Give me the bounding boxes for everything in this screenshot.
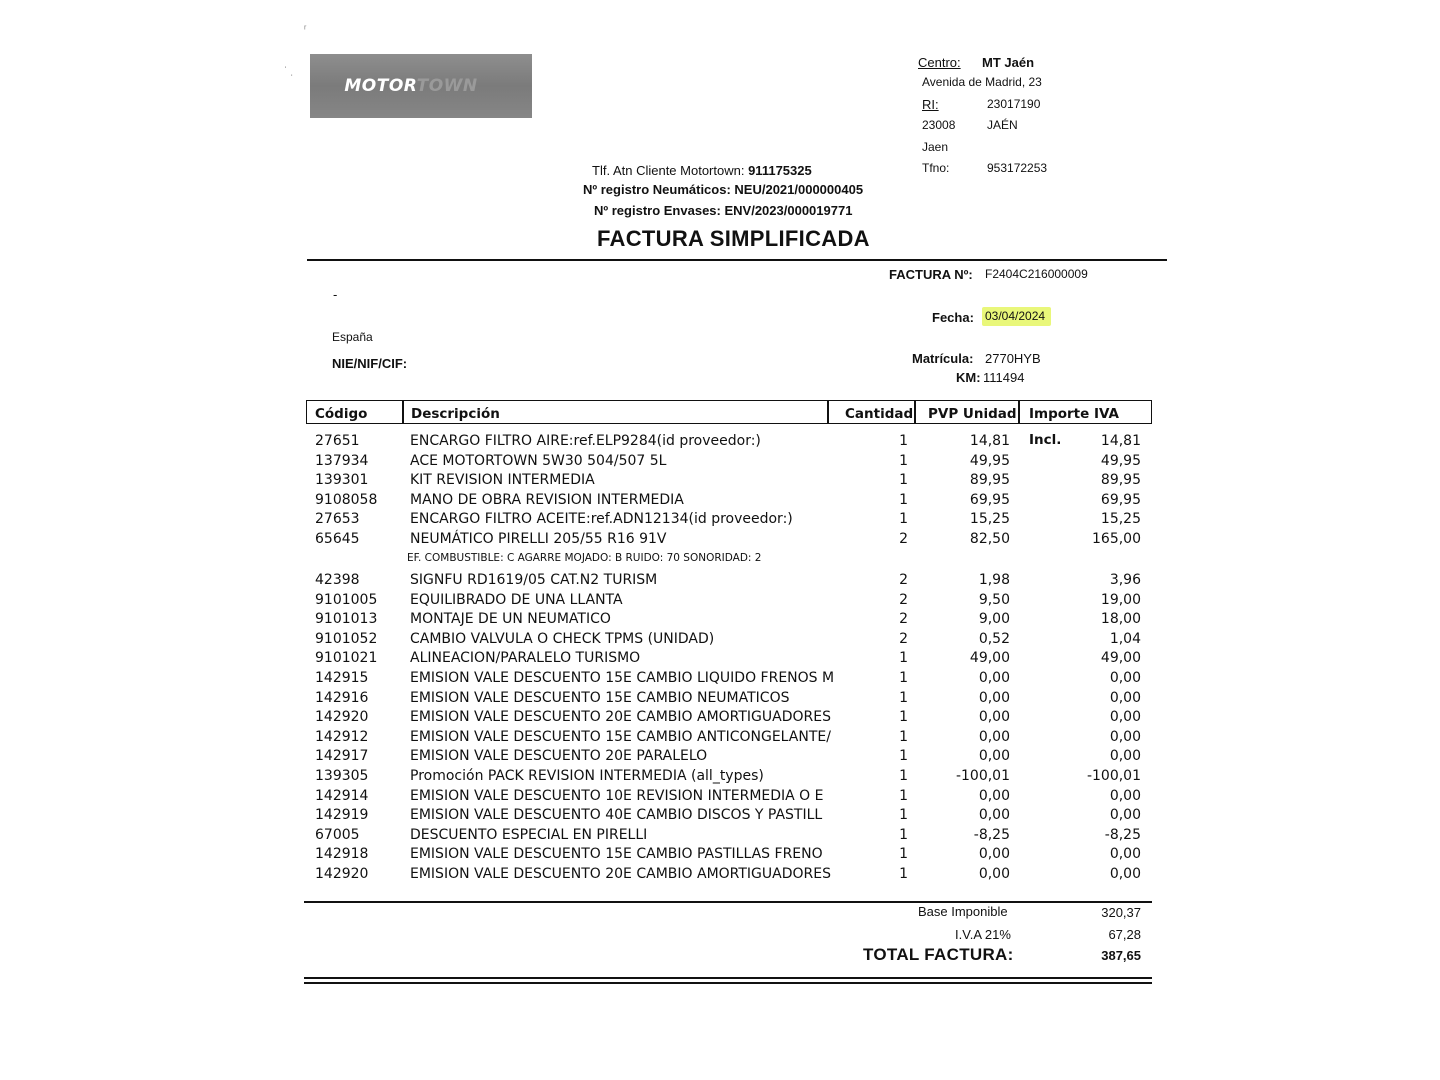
cell-code: 67005 [315,827,360,843]
cell-desc: EMISION VALE DESCUENTO 20E PARALELO [410,748,708,764]
cell-pvp: 0,00 [978,670,1010,686]
cell-qty: 2 [899,592,908,608]
base-value: 320,37 [1101,905,1141,920]
cell-pvp: 82,50 [969,531,1010,547]
cell-imp: 3,96 [1109,572,1141,588]
cell-imp: 0,00 [1109,807,1141,823]
table-row [0,570,1440,590]
cell-imp: 49,95 [1100,453,1141,469]
tfno-label: Tfno: [922,161,950,175]
table-row [0,451,1440,471]
scan-mark: ʳ [304,24,307,35]
cell-desc: DESCUENTO ESPECIAL EN PIRELLI [410,827,648,843]
cell-qty: 1 [899,729,908,745]
cell-code: 139305 [315,768,369,784]
cell-pvp: -100,01 [955,768,1010,784]
total-value: 387,65 [1101,948,1141,963]
cell-code: 9101021 [315,650,378,666]
cell-desc: MANO DE OBRA REVISION INTERMEDIA [410,492,684,508]
cell-pvp: 0,00 [978,690,1010,706]
cell-qty: 2 [899,531,908,547]
table-row [0,668,1440,688]
col-header-pvp: PVP Unidad [928,406,1017,422]
table-row [0,825,1440,845]
table-row [0,844,1440,864]
cell-qty: 1 [899,748,908,764]
cell-pvp: 0,52 [978,631,1010,647]
table-row [0,766,1440,786]
tfno-value: 953172253 [987,161,1048,175]
invoice-number-value: F2404C216000009 [985,267,1088,281]
cell-pvp: 15,25 [969,511,1010,527]
cell-desc: EMISION VALE DESCUENTO 20E CAMBIO AMORTIGUADORES [410,709,831,725]
date-label: Fecha: [932,310,974,325]
store-address: Avenida de Madrid, 23 [922,75,1042,89]
cell-qty: 1 [899,472,908,488]
cell-pvp: 89,95 [969,472,1010,488]
cell-pvp: 69,95 [969,492,1010,508]
cell-imp: 0,00 [1109,709,1141,725]
table-row [0,590,1440,610]
cell-desc: KIT REVISION INTERMEDIA [410,472,595,488]
cell-qty: 1 [899,511,908,527]
cell-code: 42398 [315,572,360,588]
cell-desc: EQUILIBRADO DE UNA LLANTA [410,592,623,608]
postal-code: 23008 [922,118,956,132]
cell-code: 9101005 [315,592,378,608]
totals-divider [304,901,1152,903]
cell-pvp: 0,00 [978,709,1010,725]
ri-value: 23017190 [987,97,1041,111]
cell-imp: -8,25 [1104,827,1141,843]
cell-imp: 15,25 [1100,511,1141,527]
date-value: 03/04/2024 [982,308,1051,323]
cell-imp: 0,00 [1109,670,1141,686]
cell-imp: 1,04 [1109,631,1141,647]
cell-code: 142917 [315,748,369,764]
cell-qty: 1 [899,453,908,469]
cell-desc: CAMBIO VALVULA O CHECK TPMS (UNIDAD) [410,631,715,647]
cell-pvp: 0,00 [978,846,1010,862]
table-row [0,688,1440,708]
cell-pvp: -8,25 [973,827,1010,843]
cell-qty: 1 [899,768,908,784]
cell-code: 9101013 [315,611,378,627]
cell-code: 142918 [315,846,369,862]
cell-code: 142916 [315,690,369,706]
cell-imp: 0,00 [1109,748,1141,764]
table-row [0,805,1440,825]
cell-pvp: 0,00 [978,748,1010,764]
col-header-imp: Importe IVA Incl. [1029,406,1119,448]
motortown-logo [310,54,532,118]
store-centro [918,55,961,70]
cell-pvp: 0,00 [978,807,1010,823]
col-header-desc: Descripción [411,406,500,422]
cell-desc: NEUMÁTICO PIRELLI 205/55 R16 91V [410,531,667,547]
cell-code: 27653 [315,511,360,527]
total-label: TOTAL FACTURA: [863,945,1014,964]
cell-qty: 1 [899,807,908,823]
province: Jaen [922,140,949,154]
cell-code: 142920 [315,709,369,725]
cell-desc: EMISION VALE DESCUENTO 20E CAMBIO AMORTIGUADORES [410,866,831,882]
logo-text: MOTORTOWN [344,76,478,96]
cell-pvp: 9,50 [978,592,1010,608]
cell-code: 9101052 [315,631,378,647]
col-divider [827,401,829,423]
header-divider [307,259,1167,261]
cell-imp: 0,00 [1109,846,1141,862]
cell-code: 142919 [315,807,369,823]
col-header-code: Código [315,406,368,422]
store-centro-value: MT Jaén [982,55,1035,70]
cell-desc: SIGNFU RD1619/05 CAT.N2 TURISM [410,572,658,588]
col-divider [914,401,916,423]
plate-label: Matrícula: [912,351,974,366]
cell-qty: 1 [899,433,908,449]
table-row [0,864,1440,884]
customer-country: España [332,330,373,344]
cell-desc: ACE MOTORTOWN 5W30 504/507 5L [410,453,667,469]
cell-qty: 1 [899,690,908,706]
cell-desc: EMISION VALE DESCUENTO 10E REVISION INTERMEDIA O E [410,788,824,804]
cell-imp: 165,00 [1092,531,1141,547]
iva-value: 67,28 [1108,927,1141,942]
cell-imp: 0,00 [1109,788,1141,804]
table-row [0,786,1440,806]
table-row [0,490,1440,510]
table-row [0,648,1440,668]
cell-qty: 1 [899,846,908,862]
table-row [0,609,1440,629]
tyre-label-line: EF. COMBUSTIBLE: C AGARRE MOJADO: B RUIDO: 70 SONORIDAD: 2 [407,552,762,564]
cell-qty: 2 [899,572,908,588]
document-title: FACTURA SIMPLIFICADA [597,226,870,251]
cell-pvp: 0,00 [978,866,1010,882]
cell-imp: 19,00 [1100,592,1141,608]
cell-pvp: 14,81 [969,433,1010,449]
cell-pvp: 49,95 [969,453,1010,469]
col-divider [402,401,404,423]
cell-desc: EMISION VALE DESCUENTO 15E CAMBIO LIQUIDO FRENOS M [410,670,835,686]
cell-qty: 1 [899,788,908,804]
cell-qty: 2 [899,611,908,627]
cell-desc: ENCARGO FILTRO ACEITE:ref.ADN12134(id proveedor:) [410,511,793,527]
scan-mark: ˈ ˌ [284,66,294,77]
cell-desc: ALINEACION/PARALELO TURISMO [410,650,641,666]
cell-qty: 2 [899,631,908,647]
ri-label: RI: [922,97,939,112]
cell-desc: EMISION VALE DESCUENTO 40E CAMBIO DISCOS Y PASTILL [410,807,823,823]
cell-imp: 14,81 [1100,433,1141,449]
cell-code: 65645 [315,531,360,547]
cell-qty: 1 [899,827,908,843]
cell-qty: 1 [899,866,908,882]
cell-code: 142914 [315,788,369,804]
cell-imp: 49,00 [1100,650,1141,666]
cell-pvp: 0,00 [978,729,1010,745]
table-row [0,509,1440,529]
cell-pvp: 0,00 [978,788,1010,804]
table-row [0,707,1440,727]
cell-desc: EMISION VALE DESCUENTO 15E CAMBIO NEUMATICOS [410,690,790,706]
col-divider [1018,401,1020,423]
table-row [0,746,1440,766]
iva-label: I.V.A 21% [955,927,1011,942]
invoice-number: FACTURA Nº: [889,267,973,282]
cell-code: 27651 [315,433,360,449]
cell-imp: 0,00 [1109,866,1141,882]
cell-code: 142912 [315,729,369,745]
cell-code: 137934 [315,453,369,469]
table-row [0,727,1440,747]
footer-rule-bottom [304,982,1152,984]
cell-desc: MONTAJE DE UN NEUMATICO [410,611,611,627]
cell-pvp: 1,98 [978,572,1010,588]
env-line: Nº registro Envases: ENV/2023/000019771 [594,203,853,218]
table-row [0,431,1440,451]
table-row [0,470,1440,490]
cell-desc: Promoción PACK REVISION INTERMEDIA (all_types) [410,768,764,784]
cell-imp: 0,00 [1109,690,1141,706]
cell-desc: EMISION VALE DESCUENTO 15E CAMBIO PASTILLAS FRENO [410,846,823,862]
cell-imp: 18,00 [1100,611,1141,627]
cell-qty: 1 [899,709,908,725]
km-label: KM: [956,370,981,385]
nif-label: NIE/NIF/CIF: [332,356,408,371]
cell-qty: 1 [899,650,908,666]
plate-value: 2770HYB [985,351,1041,366]
centro-label: Centro: [918,55,961,70]
city: JAÉN [987,118,1018,132]
cell-qty: 1 [899,492,908,508]
cell-desc: ENCARGO FILTRO AIRE:ref.ELP9284(id proveedor:) [410,433,761,449]
cell-code: 142920 [315,866,369,882]
cell-qty: 1 [899,670,908,686]
base-label: Base Imponible [918,904,1008,919]
neu-line: Nº registro Neumáticos: NEU/2021/000000405 [583,182,864,197]
footer-rule-top [304,977,1152,979]
table-row [0,629,1440,649]
cell-code: 139301 [315,472,369,488]
col-header-qty: Cantidad [845,406,914,422]
km-value: 111494 [983,370,1025,385]
cell-pvp: 9,00 [978,611,1010,627]
cell-imp: 0,00 [1109,729,1141,745]
cell-code: 142915 [315,670,369,686]
atn-line: Tlf. Atn Cliente Motortown: 911175325 [592,163,812,178]
cell-desc: EMISION VALE DESCUENTO 15E CAMBIO ANTICONGELANTE/ [410,729,831,745]
cell-pvp: 49,00 [969,650,1010,666]
cell-imp: 89,95 [1100,472,1141,488]
cell-code: 9108058 [315,492,378,508]
cell-imp: -100,01 [1086,768,1141,784]
customer-dash: - [333,287,338,302]
cell-imp: 69,95 [1100,492,1141,508]
table-row [0,529,1440,549]
